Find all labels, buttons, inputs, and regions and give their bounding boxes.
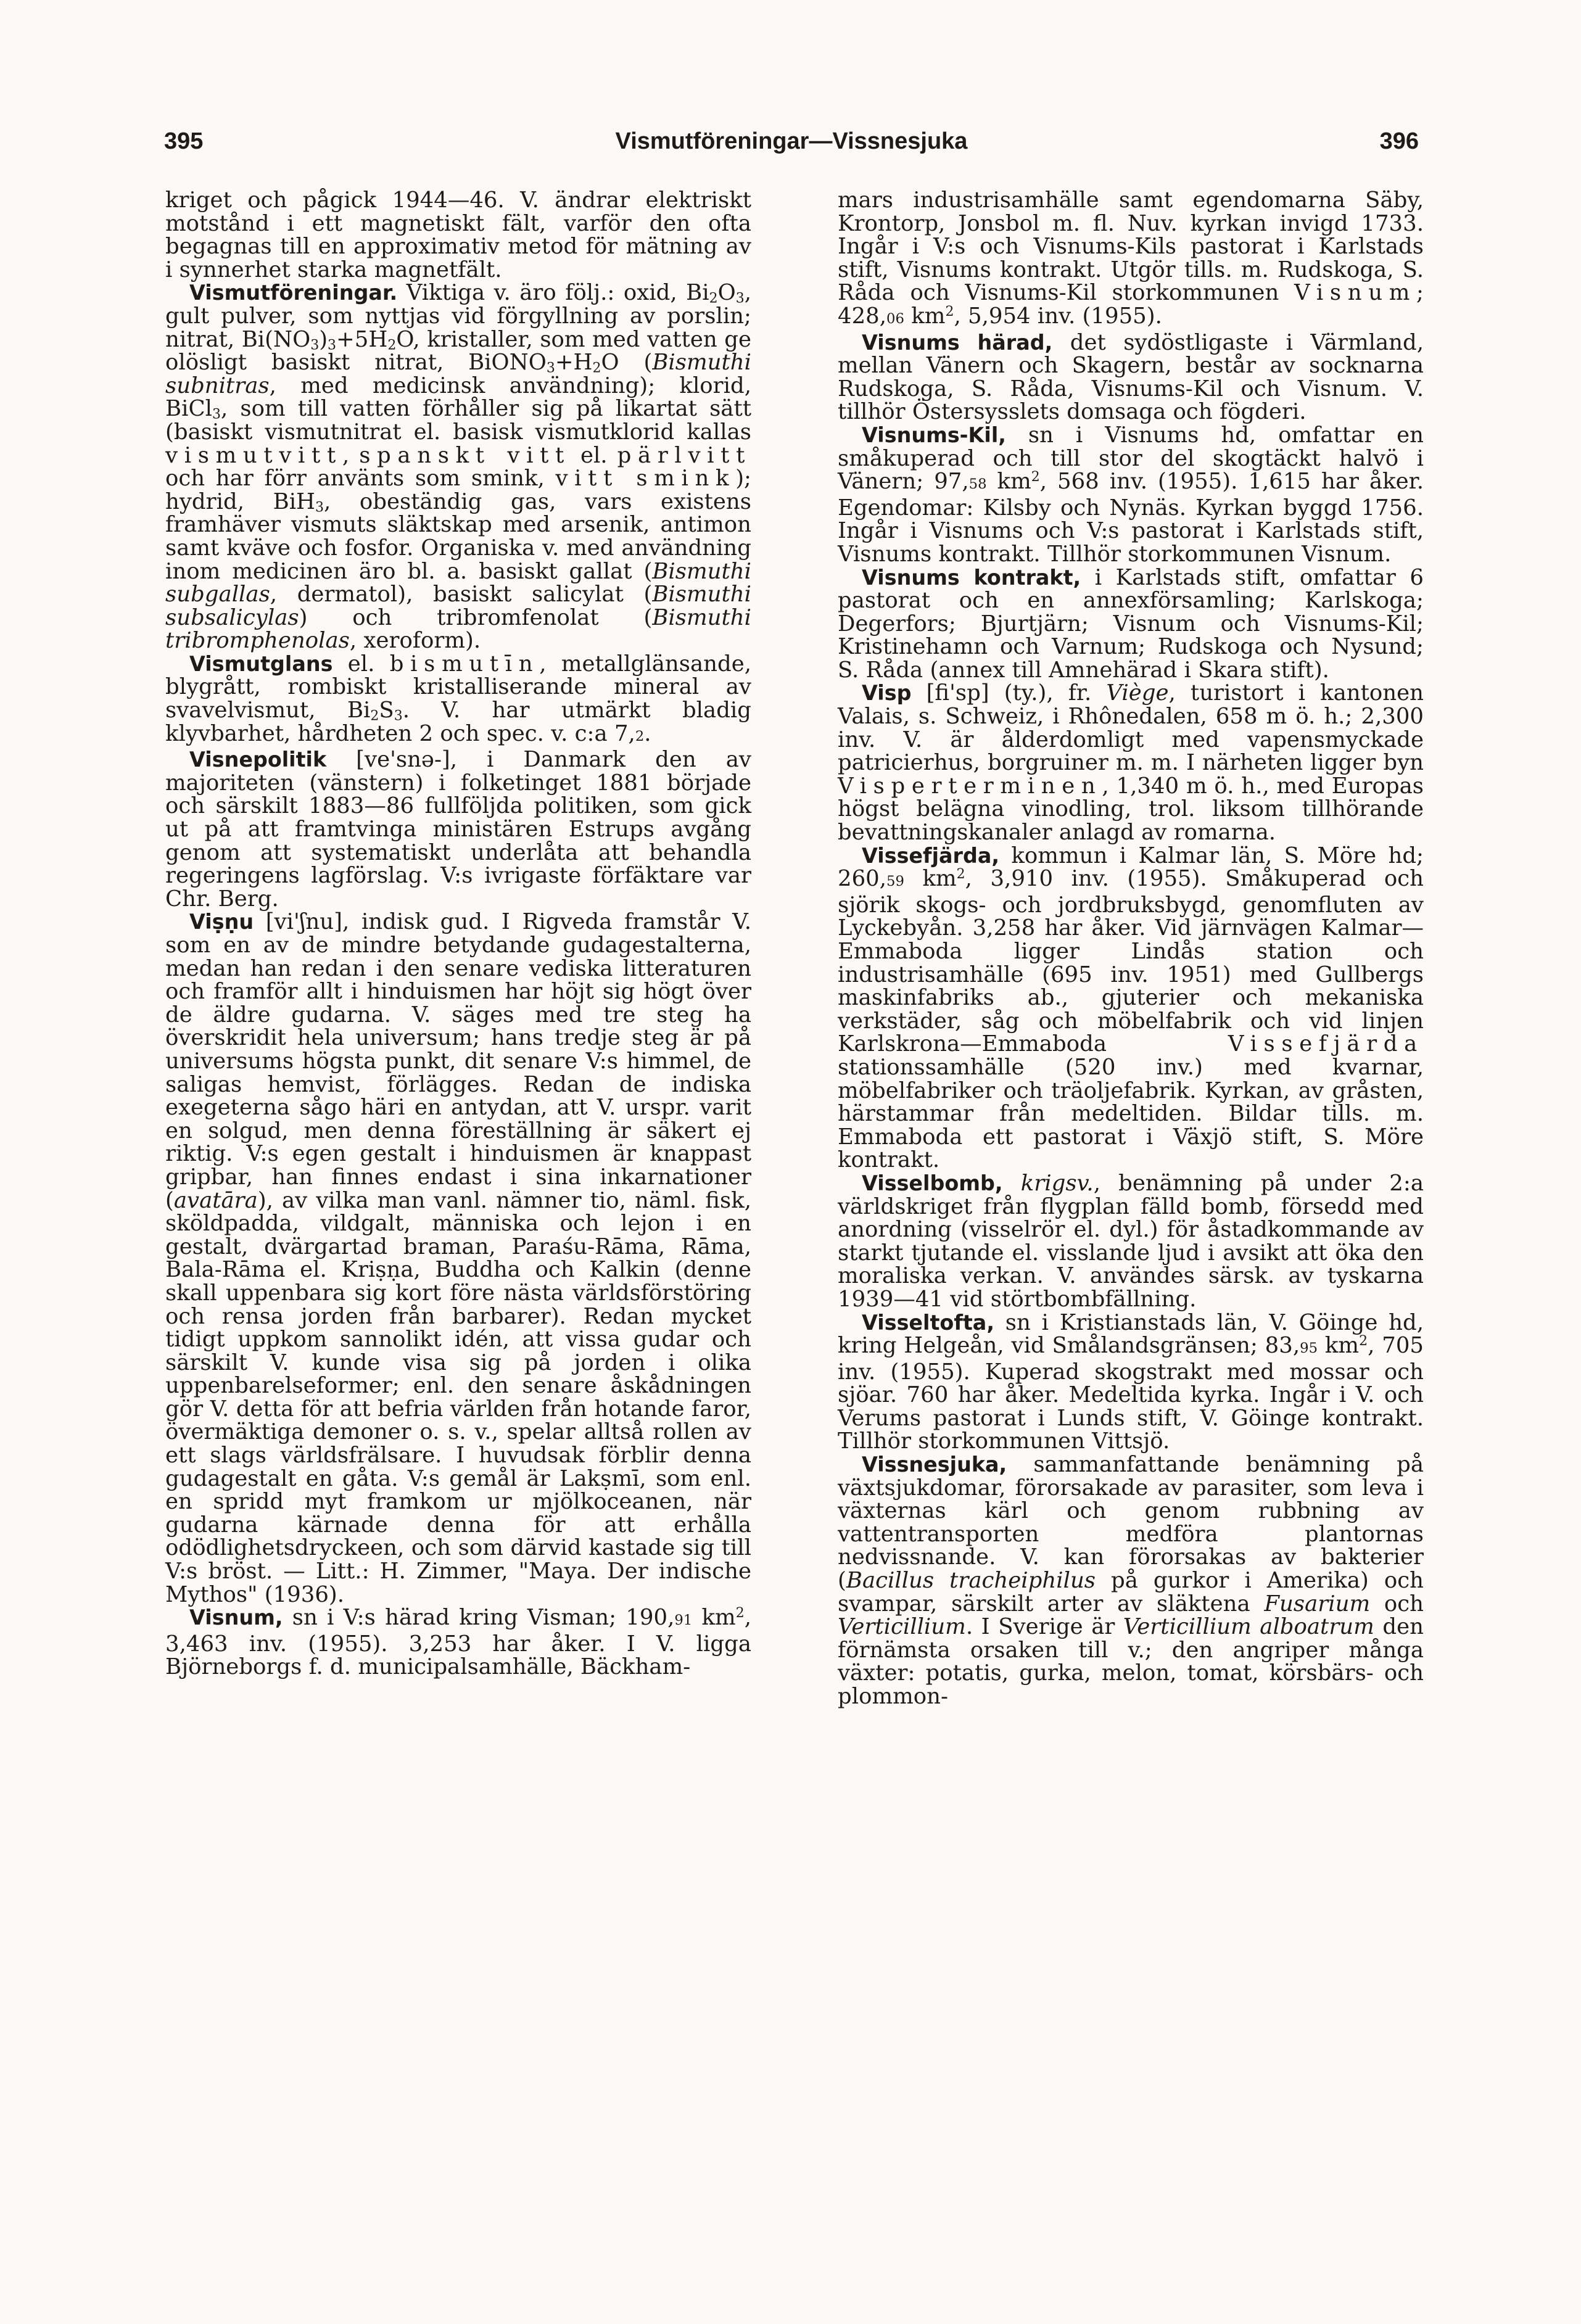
entry-paragraph: Visselbomb, krigsv., benämning på under 2:a världskriget från flygplan fälld bomb, försedd med anordning (visselrör el. dyl.) för åstadkommande av starkt tjutande el. visslande ljud i avsikt att öka den moraliska verkan. V. användes särsk. av tyskarna 1939—41 vid störtbombfällning. (838, 1170, 1424, 1312)
entry-paragraph: Vismutglans el. bismutīn, metallglänsande, blygrått, rombiskt kristalliserande mineral av svavelvismut, $Bi_2S_3$. V. har utmärkt bladig klyvbarhet, hårdheten 2 och spec. v. c:a 7,2. (165, 651, 751, 746)
page-number-right: 396 (1379, 128, 1419, 154)
entry-paragraph: Visnums-Kil, sn i Visnums hd, omfattar en småkuperad och till stor del skogtäckt halvö i Vänern; 97,58 $km^2$, 568 inv. (1955). 1,615 har åker. Egendomar: Kilsby och Nynäs. Kyrkan byggd 1756. Ingår i Visnums och V:s pastorat i Karlstads stift, Visnums kontrakt. Tillhör storkommunen Visnum. (838, 422, 1424, 567)
entry-paragraph: Visp [fi'sp] (ty.), fr. Viège, turistort i kantonen Valais, s. Schweiz, i Rhônedalen, 658 m ö. h.; 2,300 inv. V. är ålderdomligt med vapensmyckade patricierhus, borgruiner m. m. I närheten ligger byn Visperterminen, 1,340 m ö. h., med Europas högst belägna vinodling, trol. liksom tillhörande bevattningskanaler anlagd av romarna. (838, 680, 1424, 846)
entry-paragraph: Viṣṇu [vi'ʃnu], indisk gud. I Rigveda framstår V. som en av de mindre betydande gudagestalterna, medan han redan i den senare vediska litteraturen och framför allt i hinduismen har höjt sig högt över de äldre gudarna. V. säges med tre steg ha överskridit hela universum; hans tredje steg är på universums högsta punkt, dit senare V:s himmel, de saligas hemvist, förlägges. Redan de indiska exegeterna sågo häri en antydan, att V. urspr. varit en solgud, men denna föreställning är säkert ej riktig. V:s egen gestalt i hinduismen är knappast gripbar, han finnes endast i sina inkarnationer (avatāra), av vilka man vanl. nämner tio, näml. fisk, sköldpadda, vildgalt, människa och lejon i en gestalt, dvärgartad braman, Paraśu-Rāma, Rāma, Bala-Rāma el. Kriṣṇa, Buddha och Kalkin (denne skall uppenbara sig kort före nästa världsförstöring och rensa jorden från barbarer). Redan mycket tidigt uppkom sannolikt idén, att vissa gudar och särskilt V. kunde visa sig på jorden i olika uppenbarelseformer; enl. den senare åskådningen gör V. detta för att befria världen från hotande faror, övermäktiga demoner o. s. v., spelar alltså rollen av ett slags världsfrälsare. I huvudsak förblir denna gudagestalt en gåta. V:s gemål är Lakṣmī, som enl. en spridd myt framkom ur mjölkoceanen, när gudarna kärnade denna för att erhålla odödlighetsdryckeen, och som därvid kastade sig till V:s bröst. — Litt.: H. Zimmer, "Maya. Der indische Mythos" (1936). (165, 909, 751, 1607)
continued-paragraph: mars industrisamhälle samt egendomarna Säby, Krontorp, Jonsbol m. fl. Nuv. kyrkan invigd 1733. Ingår i V:s och Visnums-Kils pastorat i Karlstads stift, Visnums kontrakt. Utgör tills. m. Rudskoga, S. Råda och Visnums-Kil storkommunen Visnum; 428,06 $km^2$, 5,954 inv. (1955). (838, 187, 1424, 329)
entry-paragraph: Vissnesjuka, sammanfattande benämning på växtsjukdomar, förorsakade av parasiter, som leva i växternas kärl och genom rubbning av vattentransporten medföra plantornas nedvissnande. V. kan förorsakas av bakterier (Bacillus tracheiphilus på gurkor i Amerika) och svampar, särskilt arter av släktena Fusarium och Verticillium. I Sverige är Verticillium alboatrum den förnämsta orsaken till v.; den angriper många växter: potatis, gurka, melon, tomat, körsbärs- och plommon- (838, 1452, 1424, 1709)
entry-paragraph: Visnums kontrakt, i Karlstads stift, omfattar 6 pastorat och en annexförsamling; Karlskoga; Degerfors; Bjurtjärn; Visnum och Visnums-Kil; Kristinehamn och Varnum; Rudskoga och Nysund; S. Råda (annex till Amnehärad i Skara stift). (838, 564, 1424, 683)
page-number-left: 395 (164, 128, 204, 154)
running-header (164, 128, 1419, 165)
left-column (165, 189, 751, 1679)
entry-paragraph: Visnums härad, det sydöstligaste i Värmland, mellan Vänern och Skagern, består av socknarna Rudskoga, S. Råda, Visnums-Kil och Visnum. V. tillhör Östersysslets domsaga och fögderi. (838, 329, 1424, 425)
entry-paragraph: Vissefjärda, kommun i Kalmar län, S. Möre hd; 260,59 $km^2$, 3,910 inv. (1955). Småkuperad och sjörik skogs- och jordbruksbygd, genomfluten av Lyckebyån. 3,258 har åker. Vid järnvägen Kalmar—Emmaboda ligger Lindås station och industrisamhälle (695 inv. 1951) med Gullbergs maskinfabriks ab., gjuterier och mekaniska verkstäder, såg och möbelfabrik och vid linjen Karlskrona—Emmaboda Vissefjärda stationssamhälle (520 inv.) med kvarnar, möbelfabriker och träoljefabrik. Kyrkan, av gråsten, härstammar från medeltiden. Bildar tills. m. Emmaboda ett pastorat i Växjö stift, S. Möre kontrakt. (838, 843, 1424, 1173)
right-column (838, 189, 1424, 1708)
continued-paragraph: kriget och pågick 1944—46. V. ändrar elektriskt motstånd i ett magnetiskt fält, varför den ofta begagnas till en approximativ metod för mätning av i synnerhet starka magnetfält. (165, 187, 751, 282)
running-title: Vismutföreningar—Vissnesjuka (615, 128, 968, 154)
entry-paragraph: Visnum, sn i V:s härad kring Visman; 190,91 $km^2$, 3,463 inv. (1955). 3,253 har åker. I V. ligga Björneborgs f. d. municipalsamhälle, Bäckham- (165, 1605, 751, 1680)
entry-paragraph: Visnepolitik [ve'snə-], i Danmark den av majoriteten (vänstern) i folketinget 1881 började och särskilt 1883—86 fullföljda politiken, som gick ut på att framtvinga ministären Estrups avgång genom att systematiskt underlåta att behandla regeringens lagförslag. V:s ivrigaste förfäktare var Chr. Berg. (165, 747, 751, 912)
entry-paragraph: Vismutföreningar. Viktiga v. äro följ.: oxid, $Bi_2O_3$, gult pulver, som nyttjas vid förgyllning av porslin; nitrat, $Bi(NO_3)_3+5H_2O$, kristaller, som med vatten ge olösligt basiskt nitrat, $BiONO_3+H_2O$ (Bismuthi subnitras, med medicinsk användning); klorid, BiCl$_3$, som till vatten förhåller sig på likartat sätt (basiskt vismutnitrat el. basisk vismutklorid kallas vismutvitt, spanskt vitt el. pärlvitt och har förr använts som smink, vitt smink); hydrid, BiH$_3$, obeständig gas, vars existens framhäver vismuts släktskap med arsenik, antimon samt kväve och fosfor. Organiska v. med användning inom medicinen äro bl. a. basiskt gallat (Bismuthi subgallas, dermatol), basiskt salicylat (Bismuthi subsalicylas) och tribromfenolat (Bismuthi tribromphenolas, xeroform). (165, 280, 751, 654)
entry-paragraph: Visseltofta, sn i Kristianstads län, V. Göinge hd, kring Helgeån, vid Smålandsgränsen; 83,95 $km^2$, 705 inv. (1955). Kuperad skogstrakt med mossar och sjöar. 760 har åker. Medeltida kyrka. Ingår i V. och Verums pastorat i Lunds stift, V. Göinge kontrakt. Tillhör storkommunen Vittsjö. (838, 1309, 1424, 1454)
